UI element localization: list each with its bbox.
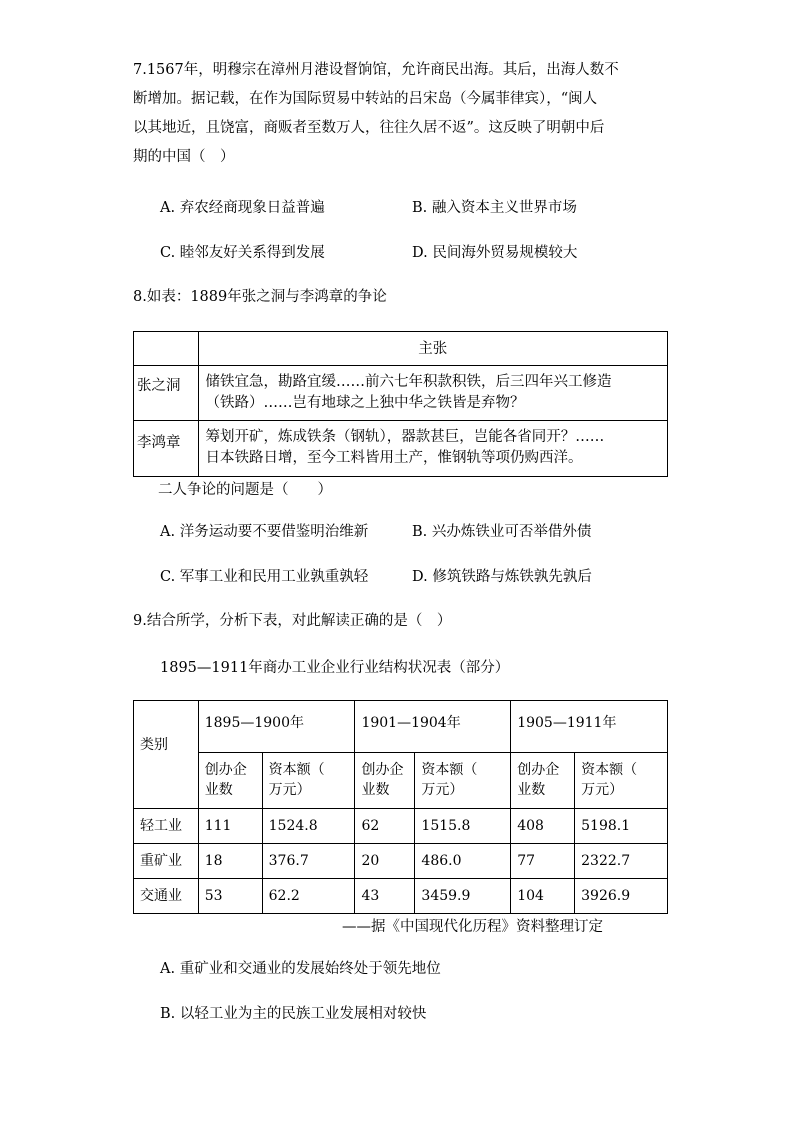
q8-table-corner xyxy=(134,332,199,366)
q9-option-b[interactable]: B. 以轻工业为主的民族工业发展相对较快 xyxy=(160,1006,427,1022)
q9-subheader-capital: 资本额（ 万元） xyxy=(575,753,668,809)
table-row xyxy=(134,879,668,914)
q7-stem xyxy=(133,56,673,172)
q8-row-text-line: 日本铁路日增，至今工料皆用土产，惟钢轨等项仍购西洋。 xyxy=(205,450,583,466)
q9-subheader-count: 创办企 业数 xyxy=(511,753,575,809)
q9-period-header: 1895—1900年 xyxy=(198,701,355,753)
q9-cell: 20 xyxy=(355,844,415,879)
q8-row-text-line: 筹划开矿，炼成铁条（钢轨），器款甚巨，岂能各省同开？…… xyxy=(205,429,605,445)
q9-cell: 43 xyxy=(355,879,415,914)
q9-table xyxy=(133,700,668,914)
q9-cell: 111 xyxy=(198,809,262,844)
q9-category: 交通业 xyxy=(134,879,199,914)
table-row xyxy=(134,809,668,844)
q9-cell: 2322.7 xyxy=(575,844,668,879)
q9-cell: 62 xyxy=(355,809,415,844)
q8-row-name: 李鸿章 xyxy=(134,421,199,477)
q8-row-text xyxy=(198,421,667,477)
q9-cell: 408 xyxy=(511,809,575,844)
q9-stem: 9.结合所学，分析下表，对此解读正确的是（ ） xyxy=(133,613,452,629)
q9-subheader-count: 创办企 业数 xyxy=(355,753,415,809)
q8-option-d[interactable]: D. 修筑铁路与炼铁孰先孰后 xyxy=(412,569,592,585)
q7-stem-line: 断增加。据记载，在作为国际贸易中转站的吕宋岛（今属菲律宾），“闽人 xyxy=(133,91,598,107)
q7-option-b[interactable]: B. 融入资本主义世界市场 xyxy=(412,200,577,216)
q9-category: 重矿业 xyxy=(134,844,199,879)
q9-cell: 62.2 xyxy=(262,879,355,914)
q9-cell: 104 xyxy=(511,879,575,914)
q8-row-name: 张之洞 xyxy=(134,366,199,421)
q8-question: 二人争论的问题是（ ） xyxy=(158,482,332,498)
q8-option-a[interactable]: A. 洋务运动要不要借鉴明治维新 xyxy=(160,524,369,540)
q9-cell: 3459.9 xyxy=(415,879,511,914)
q9-cell: 5198.1 xyxy=(575,809,668,844)
q9-cell: 53 xyxy=(198,879,262,914)
q7-stem-line: 期的中国（ ） xyxy=(133,149,235,165)
q8-option-c[interactable]: C. 军事工业和民用工业孰重孰轻 xyxy=(160,569,369,585)
q7-stem-line: 7.1567年，明穆宗在漳州月港设督饷馆，允许商民出海。其后，出海人数不 xyxy=(133,62,619,78)
table-row xyxy=(134,844,668,879)
q9-subheader-capital: 资本额（ 万元） xyxy=(262,753,355,809)
q8-table-header: 主张 xyxy=(198,332,667,366)
q8-row-text-line: （铁路）……岂有地球之上独中华之铁皆是弃物？ xyxy=(205,395,525,411)
q8-option-b[interactable]: B. 兴办炼铁业可否举借外债 xyxy=(412,524,592,540)
q9-category-header: 类别 xyxy=(134,701,199,809)
q9-cell: 376.7 xyxy=(262,844,355,879)
q9-cell: 1515.8 xyxy=(415,809,511,844)
q7-option-d[interactable]: D. 民间海外贸易规模较大 xyxy=(412,245,578,261)
q9-option-a[interactable]: A. 重矿业和交通业的发展始终处于领先地位 xyxy=(160,961,441,977)
q9-cell: 18 xyxy=(198,844,262,879)
q9-period-header: 1905—1911年 xyxy=(511,701,668,753)
q9-cell: 1524.8 xyxy=(262,809,355,844)
q9-table-caption: 1895—1911年商办工业企业行业结构状况表（部分） xyxy=(160,660,510,676)
q8-row-text-line: 储铁宜急，勘路宜缓……前六七年积款积铁，后三四年兴工修造 xyxy=(205,374,612,390)
q9-category: 轻工业 xyxy=(134,809,199,844)
q9-cell: 77 xyxy=(511,844,575,879)
q9-subheader-count: 创办企 业数 xyxy=(198,753,262,809)
q7-option-c[interactable]: C. 睦邻友好关系得到发展 xyxy=(160,245,325,261)
q9-cell: 486.0 xyxy=(415,844,511,879)
q7-stem-line: 以其地近，且饶富，商贩者至数万人，往往久居不返”。这反映了明朝中后 xyxy=(133,120,605,136)
q9-source: ——据《中国现代化历程》资料整理订定 xyxy=(342,919,603,935)
q9-period-header: 1901—1904年 xyxy=(355,701,511,753)
q8-stem: 8.如表：1889年张之洞与李鸿章的争论 xyxy=(133,289,387,305)
q8-row-text xyxy=(198,366,667,421)
q7-option-a[interactable]: A. 弃农经商现象日益普遍 xyxy=(160,200,325,216)
q9-subheader-capital: 资本额（ 万元） xyxy=(415,753,511,809)
q9-cell: 3926.9 xyxy=(575,879,668,914)
q8-table xyxy=(133,331,668,477)
